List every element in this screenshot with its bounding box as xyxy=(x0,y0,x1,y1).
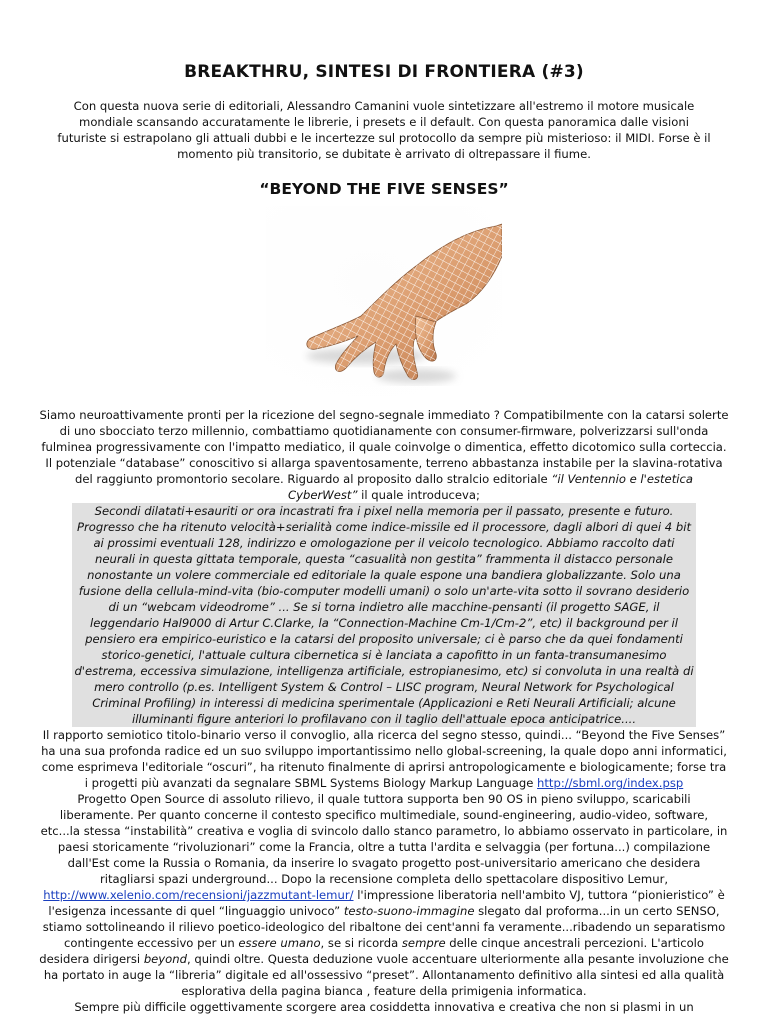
paragraph-3: Progetto Open Source di assoluto rilievo, il quale tuttora supporta ben 90 OS in pieno sviluppo, scaricabili liberamente. Per quanto concerne il contesto specifico multimediale, sound-engineering, audio-video, software, etc...la stessa “instabilità” creativa e voglia di svincolo dallo stanco parametro, lo abbiamo osservato in particolare, in paesi storicamente “rivoluzionari” come la Francia, oltre a tutta l'ardita e selvaggia (per fortuna...) compilazione dall'Est come la Russia o Romania, da inserire lo svagato progetto post-universitario americano che desidera ritagliarsi spazi underground... Dopo la recensione completa dello spettacolare dispositivo Lemur, http://www.xelenio.com/recensioni/jazzmutant-lemur/ l'impressione liberatoria nell'ambito VJ, tuttora “pionieristico” è l'esigenza incessante di quel “linguaggio univoco” testo-suono-immagine slegato dal proforma...in un certo SENSO, stiamo sottolineando il rilievo poetico-ideologico del ribaltone dei cent'anni fa veramente...ribadendo un separatismo contingente eccessivo per un essere umano, se si ricorda sempre delle cinque ancestrali percezioni. L'articolo desidera dirigersi beyond, quindi oltre. Questa deduzione vuole accentuare ulteriormente alla pesante involuzione che ha portato in auge la “libreria” digitale ed all'ossessivo “preset”. Allontanamento definitivo alla sintesi ed alla qualità esplorativa della pagina bianca , feature della primigenia informatica. xyxy=(39,792,729,998)
paragraph-2: Il rapporto semiotico titolo-binario verso il convoglio, alla ricerca del segno stesso, quindi... “Beyond the Five Senses” ha una sua profonda radice ed un suo sviluppo importantissimo nello global-screening, la quale dopo anni informatici, come esprimeva l'editoriale “oscuri”, ha ritenuto finalmente di aprirsi antropologicamente e biologicamente; forse tra i progetti più avanzati da segnalare SBML Systems Biology Markup Language http://sbml.org/index.psp xyxy=(41,728,727,790)
article-intro: Con questa nuova serie di editoriali, Alessandro Camanini vuole sintetizzare all'estremo il motore musicale mondiale scansando accuratamente le librerie, i presets e il default. Con questa panoramica dalle visioni futuriste si estrapolano gli attuali dubbi e le incertezze sul protocollo da sempre più misterioso: il MIDI. Forse è il momento più transitorio, se dubitate è arrivato di oltrepassare il fiume. xyxy=(57,99,711,161)
article-body xyxy=(39,407,729,1015)
sbml-link[interactable]: http://sbml.org/index.psp xyxy=(537,776,684,790)
wireframe-hand-icon xyxy=(266,206,502,397)
paragraph-4: Sempre più difficile oggettivamente scorgere area cosiddetta innovativa e creativa che non si plasmi in un xyxy=(74,1000,694,1014)
article-title: BREAKTHRU, SINTESI DI FRONTIERA (#3) xyxy=(184,62,584,82)
lemur-review-link[interactable]: http://www.xelenio.com/recensioni/jazzmutant-lemur/ xyxy=(43,888,354,902)
paragraph-1: Siamo neuroattivamente pronti per la ricezione del segno-segnale immediato ? Compatibilmente con la catarsi solerte di uno sbocciato terzo millennio, combattiamo quotidianamente con consumer-firmware, polverizzarsi sull'onda fulminea progressivamente con l'impatto mediatico, il quale coinvolge o dimentica, effetto dicotomico sulla corteccia. Il potenziale “database” conoscitivo si allarga spaventosamente, terreno abbastanza instabile per la slavina-rotativa del raggiunto promontorio secolare. Riguardo al proposito dallo stralcio editoriale “il Ventennio e l'estetica CyberWest” il quale introduceva; xyxy=(39,408,729,502)
section-subtitle: “BEYOND THE FIVE SENSES” xyxy=(259,180,509,198)
quoted-excerpt: Secondi dilatati+esauriti or ora incastrati fra i pixel nella memoria per il passato, presente e futuro. Progresso che ha ritenuto velocità+serialità come indice-missile ed il processore, dagli albori di quei 4 bit ai prossimi eventuali 128, indirizzo e omologazione per il veicolo tecnologico. Abbiamo raccolto dati neurali in questa gittata temporale, questa “casualità non gestita” frammenta il distacco personale nonostante un volere commerciale ed editoriale la quale espone una bandiera globalizzante. Solo una fusione della cellula-mind-vita (bio-computer modelli umani) o solo un'arte-vita sotto il sovrano desiderio di un “webcam videodrome” ... Se si torna indietro alle macchine-pensanti (il progetto SAGE, il leggendario Hal9000 di Artur C.Clarke, la “Connection-Machine Cm-1/Cm-2”, etc) il background per il pensiero era empirico-euristico e la catarsi del proposito universale; ci è parso che da quei fondamenti storico-genetici, l'attuale cultura cibernetica si è lanciata a capofitto in un fanta-transumanesimo d'estrema, eccessiva simulazione, intelligenza artificiale, estropianesimo, etc) si convoluta in una realtà di mero controllo (p.es. Intelligent System & Control – LISC program, Neural Network for Psychological Criminal Profiling) in interessi di medicina sperimentale (Applicazioni e Reti Neurali Artificiali; alcune illuminanti figure anteriori lo profilavano con il taglio dell'attuale epoca anticipatrice.... xyxy=(72,503,696,727)
